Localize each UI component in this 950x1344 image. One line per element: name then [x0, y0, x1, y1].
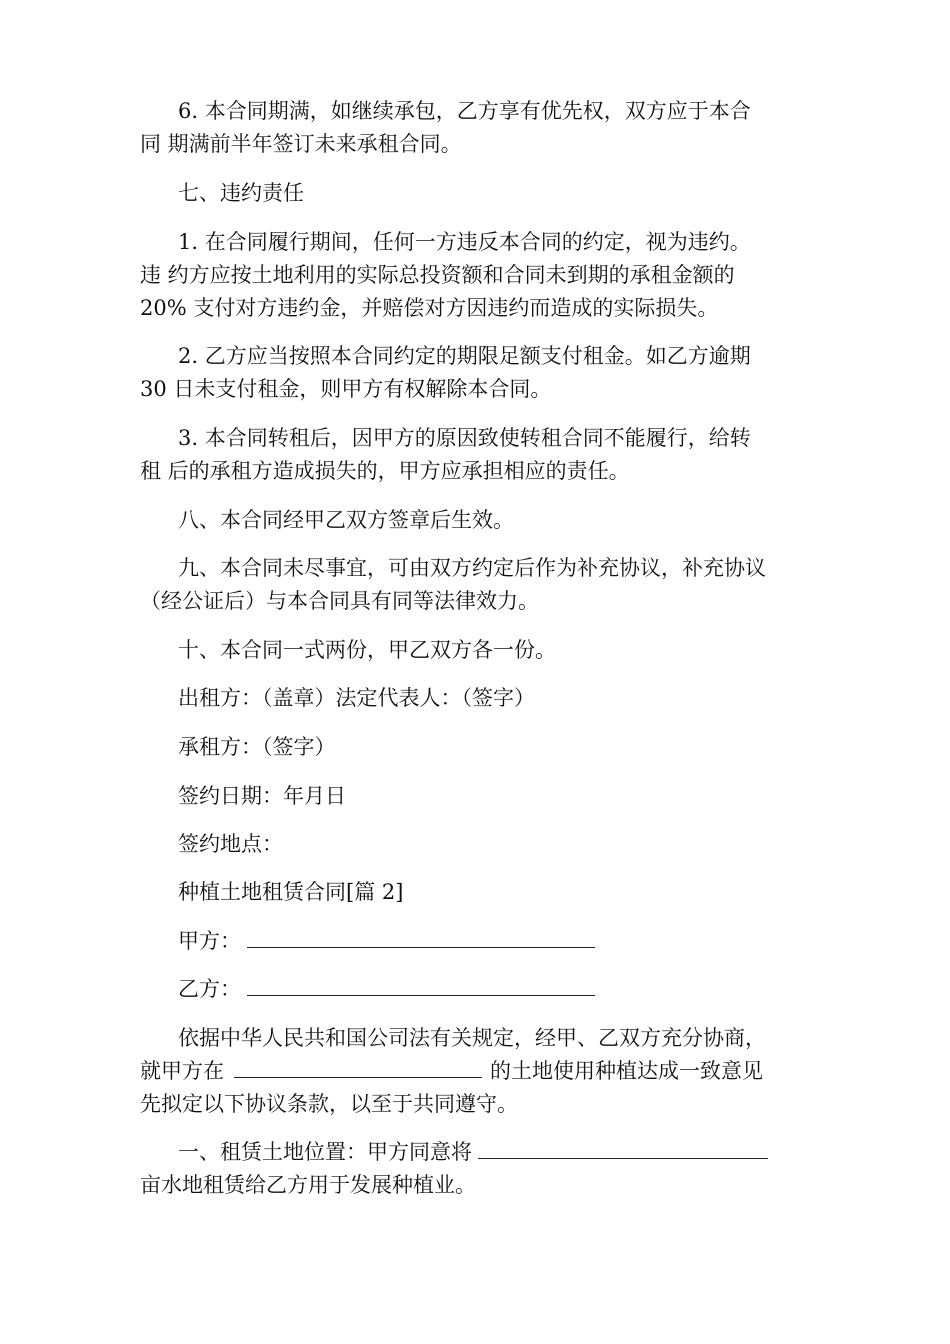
text-line: 同 期满前半年签订未来承租合同。 [140, 132, 462, 156]
contract-2-title [140, 876, 800, 909]
text-line: （经公证后）与本合同具有同等法律效力。 [140, 589, 539, 613]
section-heading-7 [140, 177, 800, 210]
text-line: 十、本合同一式两份，甲乙双方各一份。 [178, 638, 556, 662]
land-location-blank [234, 1055, 482, 1078]
text-line: 九、本合同未尽事宜，可由双方约定后作为补充协议，补充协议 [178, 556, 766, 580]
paragraph-clause-7-3 [140, 422, 800, 488]
text-line: 出租方：（盖章）法定代表人：（签字） [178, 686, 535, 710]
clause1-text: 一、租赁土地位置：甲方同意将 [178, 1140, 472, 1164]
party-a-blank [247, 925, 595, 948]
signing-place-line [140, 828, 800, 861]
text-line: 签约地点： [178, 832, 283, 856]
text-line: 1. 在合同履行期间，任何一方违反本合同的约定，视为违约。 [178, 230, 751, 254]
text-line: 八、本合同经甲乙双方签章后生效。 [178, 508, 514, 532]
paragraph-clause-7-2 [140, 340, 800, 406]
text-line: 亩水地租赁给乙方用于发展种植业。 [140, 1173, 476, 1197]
land-area-blank [478, 1136, 768, 1159]
lessee-signature-line [140, 731, 800, 764]
text-line: 3. 本合同转租后，因甲方的原因致使转租合同不能履行，给转 [178, 426, 751, 450]
text-line: 20% 支付对方违约金，并赔偿对方因违约而造成的实际损失。 [140, 296, 719, 320]
text-line: 承租方：（签字） [178, 735, 336, 759]
paragraph-clause-1 [140, 1136, 800, 1202]
party-a-label: 甲方： [178, 929, 241, 953]
signing-date-line [140, 780, 800, 813]
text-line: 先拟定以下协议条款，以至于共同遵守。 [140, 1092, 518, 1116]
section-heading-9 [140, 552, 800, 618]
text-line [140, 1055, 800, 1088]
text-line: 签约日期：年月日 [178, 784, 346, 808]
party-b-label: 乙方： [178, 977, 241, 1001]
text-line [140, 973, 800, 1006]
intro-text-after: 的土地使用种植达成一致意见 [490, 1059, 763, 1083]
text-line: 30 日未支付租金，则甲方有权解除本合同。 [140, 377, 552, 401]
text-line: 2. 乙方应当按照本合同约定的期限足额支付租金。如乙方逾期 [178, 344, 751, 368]
intro-text-before: 就甲方在 [140, 1059, 224, 1083]
lessor-signature-line [140, 682, 800, 715]
text-line: 依据中华人民共和国公司法有关规定，经甲、乙双方充分协商， [178, 1026, 766, 1050]
section-heading-10 [140, 634, 800, 667]
text-line: 违 约方应按土地利用的实际总投资额和合同未到期的承租金额的 [140, 263, 735, 287]
text-line: 6. 本合同期满，如继续承包，乙方享有优先权，双方应于本合 [178, 99, 751, 123]
text-line: 租 后的承租方造成损失的，甲方应承担相应的责任。 [140, 459, 630, 483]
text-line [140, 1136, 800, 1169]
text-line: 种植土地租赁合同[篇 2] [178, 880, 404, 904]
paragraph-clause-7-1 [140, 226, 800, 325]
text-line [140, 925, 800, 958]
paragraph-intro [140, 1022, 800, 1121]
section-heading-8 [140, 504, 800, 537]
party-b-line [140, 973, 800, 1006]
paragraph-clause-6 [140, 95, 800, 161]
party-b-blank [247, 973, 595, 996]
party-a-line [140, 925, 800, 958]
text-line: 七、违约责任 [178, 181, 304, 205]
